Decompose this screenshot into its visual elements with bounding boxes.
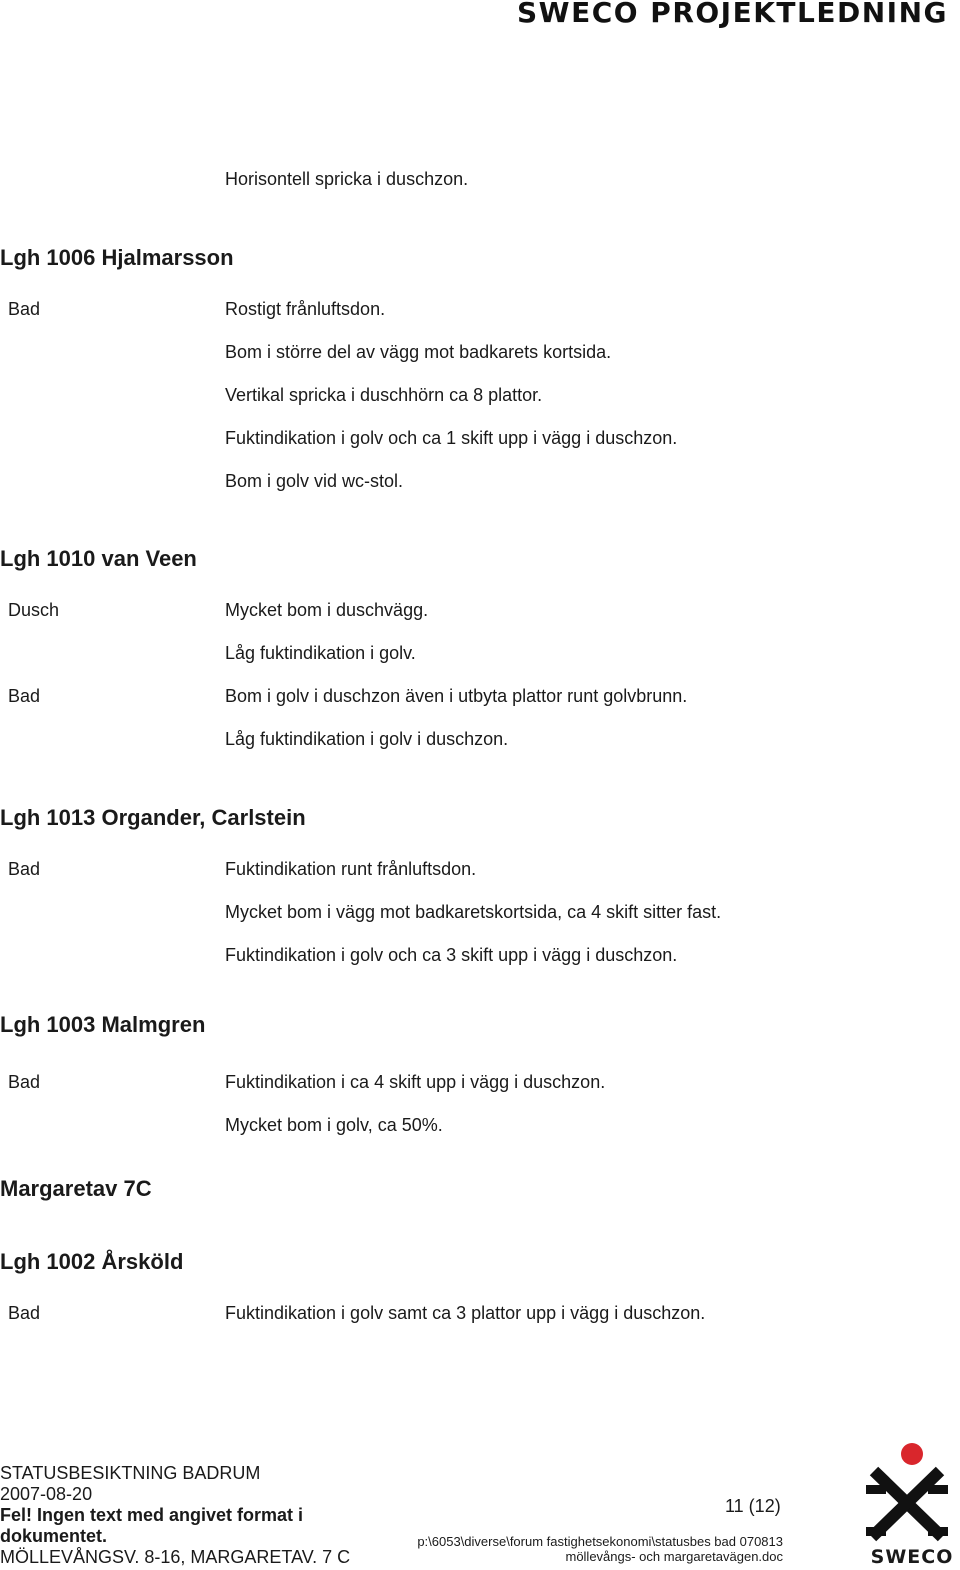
section-title: Lgh 1010 van Veen <box>0 546 197 571</box>
file-path <box>417 1534 783 1564</box>
finding-text: Låg fuktindikation i golv. <box>225 643 416 663</box>
finding-text: Fuktindikation i golv och ca 3 skift upp i vägg i duschzon. <box>225 945 678 965</box>
finding-text: Fuktindikation i golv och ca 1 skift upp i vägg i duschzon. <box>225 428 678 448</box>
room-label: Bad <box>8 299 41 319</box>
footer-doc-title: STATUSBESIKTNING BADRUM <box>0 1463 261 1483</box>
finding-text: Låg fuktindikation i golv i duschzon. <box>225 729 509 749</box>
section-title: Lgh 1003 Malmgren <box>0 1012 206 1037</box>
footer-error-line: dokumentet. <box>0 1526 108 1546</box>
sweco-logo-text: SWECO <box>870 1546 954 1568</box>
footer-address: MÖLLEVÅNGSV. 8-16, MARGARETAV. 7 C <box>0 1547 351 1567</box>
room-label: Bad <box>8 1303 41 1323</box>
room-label: Bad <box>8 1072 41 1092</box>
room-label: Bad <box>8 686 41 706</box>
finding-text: Fuktindikation i ca 4 skift upp i vägg i duschzon. <box>225 1072 606 1092</box>
footer-date: 2007-08-20 <box>0 1484 93 1504</box>
file-path-line: p:\6053\diverse\forum fastighetsekonomi\statusbes bad 070813 <box>417 1534 783 1549</box>
finding-text: Rostigt frånluftsdon. <box>225 299 386 319</box>
finding-text: Bom i golv i duschzon även i utbyta plattor runt golvbrunn. <box>225 686 688 706</box>
finding-text: Bom i golv vid wc-stol. <box>225 471 404 491</box>
finding-text: Fuktindikation i golv samt ca 3 plattor upp i vägg i duschzon. <box>225 1303 706 1323</box>
section-title: Lgh 1006 Hjalmarsson <box>0 245 234 270</box>
finding-text: Fuktindikation runt frånluftsdon. <box>225 859 477 879</box>
page-number: 11 (12) <box>725 1496 781 1516</box>
brand-header: SWECO PROJEKTLEDNING <box>517 0 948 29</box>
finding-text: Vertikal spricka i duschhörn ca 8 plattor. <box>225 385 543 405</box>
footer-info <box>0 1463 350 1568</box>
room-label: Dusch <box>8 600 60 620</box>
finding-text: Bom i större del av vägg mot badkarets kortsida. <box>225 342 612 362</box>
footer-error-line: Fel! Ingen text med angivet format i <box>0 1505 304 1525</box>
file-path-line: möllevångs- och margaretavägen.doc <box>565 1549 783 1564</box>
finding-text: Mycket bom i duschvägg. <box>225 600 429 620</box>
room-label: Bad <box>8 859 41 879</box>
finding-text: Mycket bom i golv, ca 50%. <box>225 1115 443 1135</box>
section-title: Lgh 1002 Årsköld <box>0 1249 184 1274</box>
intro-line: Horisontell spricka i duschzon. <box>225 169 469 189</box>
section-title: Margaretav 7C <box>0 1176 152 1201</box>
section-title: Lgh 1013 Organder, Carlstein <box>0 805 306 830</box>
finding-text: Mycket bom i vägg mot badkaretskortsida, ca 4 skift sitter fast. <box>225 902 722 922</box>
